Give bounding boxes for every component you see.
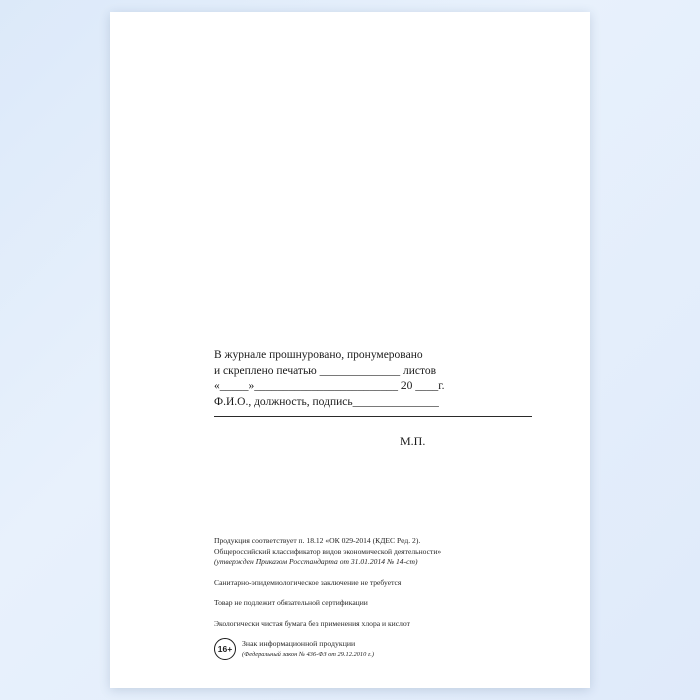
age-rating-icon: 16+ (214, 638, 236, 660)
declaration-line-4: Ф.И.О., должность, подпись_______________ (214, 395, 439, 408)
legal-classifier-line-2: Общероссийский классификатор видов экономической деятельности» (214, 546, 442, 556)
information-mark-title: Знак информационной продукции (242, 638, 356, 648)
information-mark-row (214, 638, 374, 660)
information-mark-text (242, 639, 374, 660)
information-mark-reference: (Федеральный закон № 436-ФЗ от 29.12.2010 г.) (242, 650, 375, 658)
declaration-line-1: В журнале прошнуровано, пронумеровано (214, 349, 423, 361)
declaration-line-3: «_____»_________________________ 20 ____г. (214, 380, 445, 392)
legal-classifier-line-3: (утвержден Приказом Росстандарта от 31.01.2014 № 14-ст) (214, 557, 418, 567)
declaration-line-2: и скреплено печатью ______________ листов (214, 364, 437, 377)
legal-classifier-line-1: Продукция соответствует п. 18.12 «ОК 029-2014 (КДЕС Ред. 2). (214, 536, 421, 545)
signature-rule (214, 415, 532, 417)
legal-notes-block (214, 536, 544, 640)
document-page (110, 12, 590, 688)
stamp-place-label: М.П. (400, 434, 426, 448)
legal-paragraph-classifier (214, 536, 544, 568)
legal-paragraph-certification: Товар не подлежит обязательной сертификации (214, 598, 368, 608)
legal-paragraph-sanitary: Санитарно-эпидемиологическое заключение не требуется (214, 577, 402, 587)
binding-declaration-block (214, 348, 544, 417)
legal-paragraph-ecology: Экологически чистая бумага без применения хлора и кислот (214, 618, 410, 628)
